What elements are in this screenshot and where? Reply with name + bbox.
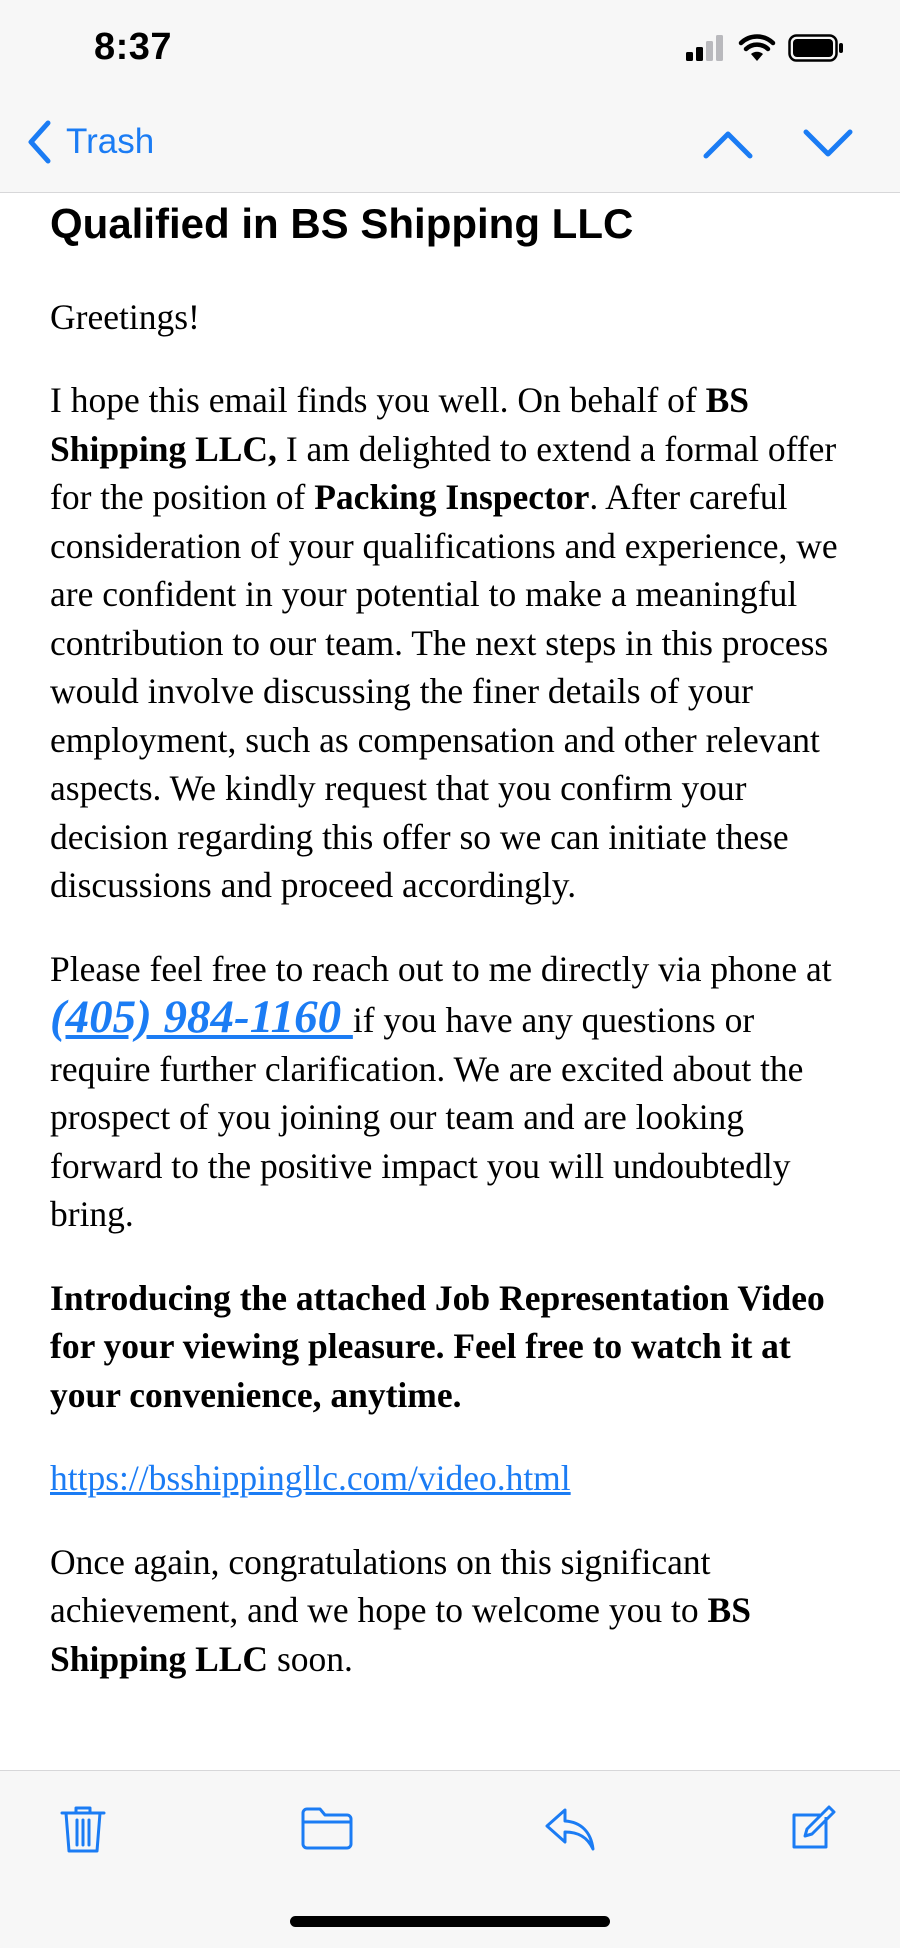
reply-button[interactable] [544, 1805, 596, 1858]
chevron-up-icon [702, 122, 754, 166]
cellular-signal-icon [686, 35, 726, 61]
paragraph-contact [50, 945, 860, 1239]
phone-link[interactable]: (405) 984-1160 [50, 991, 353, 1043]
trash-icon [60, 1805, 106, 1855]
battery-icon [788, 34, 844, 62]
greeting: Greetings! [50, 296, 200, 337]
wifi-icon [738, 34, 776, 62]
email-subject: Qualified in BS Shipping LLC [50, 200, 634, 247]
back-button[interactable] [26, 120, 154, 164]
closing-text-a: Once again, congratulations on this significant achievement, and we hope to welcome you to [50, 1541, 711, 1630]
trash-button[interactable] [60, 1805, 106, 1860]
next-message-button[interactable] [802, 122, 854, 171]
closing-text-b: soon. [268, 1638, 353, 1679]
video-intro-text: Introducing the attached Job Representation Video for your viewing pleasure. Feel free to watch it at your convenience, anytime. [50, 1277, 825, 1415]
status-icons [686, 34, 844, 62]
paragraph-link [50, 1454, 860, 1503]
paragraph-video [50, 1274, 860, 1420]
back-label: Trash [66, 122, 155, 161]
offer-text-c: . After careful consideration of your qualifications and experience, we are confident in your potential to make a meaningful contribution to our team. The next steps in this process would involve discussing the finer details of your employment, such as compensation and other relevant aspects. We kindly request that you confirm your decision regarding this offer so we can initiate these discussions and proceed accordingly. [50, 477, 838, 905]
contact-text-b: if you have any questions or require further clarification. We are excited about the prospect of you joining our team and are looking forward to the positive impact you will undoubtedly bring. [50, 1000, 804, 1234]
offer-text-a: I hope this email finds you well. On behalf of [50, 380, 706, 420]
company-name: BS Shipping LLC, [50, 380, 750, 469]
offer-text-b: I am delighted to extend a formal offer for the position of [50, 428, 837, 517]
status-time: 8:37 [94, 26, 173, 68]
chevron-left-icon [26, 120, 52, 164]
email-body [50, 293, 860, 1684]
email-content[interactable] [50, 192, 860, 1770]
home-indicator[interactable] [290, 1916, 610, 1927]
position-title: Packing Inspector [314, 477, 590, 517]
reply-icon [544, 1805, 596, 1853]
folder-icon [300, 1805, 354, 1851]
video-link[interactable]: https://bsshippingllc.com/video.html [50, 1458, 571, 1498]
paragraph-offer [50, 376, 860, 910]
move-to-folder-button[interactable] [300, 1805, 354, 1856]
paragraph-closing [50, 1538, 860, 1684]
company-name-closing: BS Shipping LLC [50, 1590, 751, 1679]
chevron-down-icon [802, 122, 854, 166]
status-bar [0, 0, 900, 102]
contact-text-a: Please feel free to reach out to me directly via phone at [50, 948, 832, 989]
compose-icon [790, 1805, 836, 1853]
previous-message-button[interactable] [702, 122, 754, 171]
nav-bar [0, 102, 900, 193]
compose-button[interactable] [790, 1805, 836, 1858]
